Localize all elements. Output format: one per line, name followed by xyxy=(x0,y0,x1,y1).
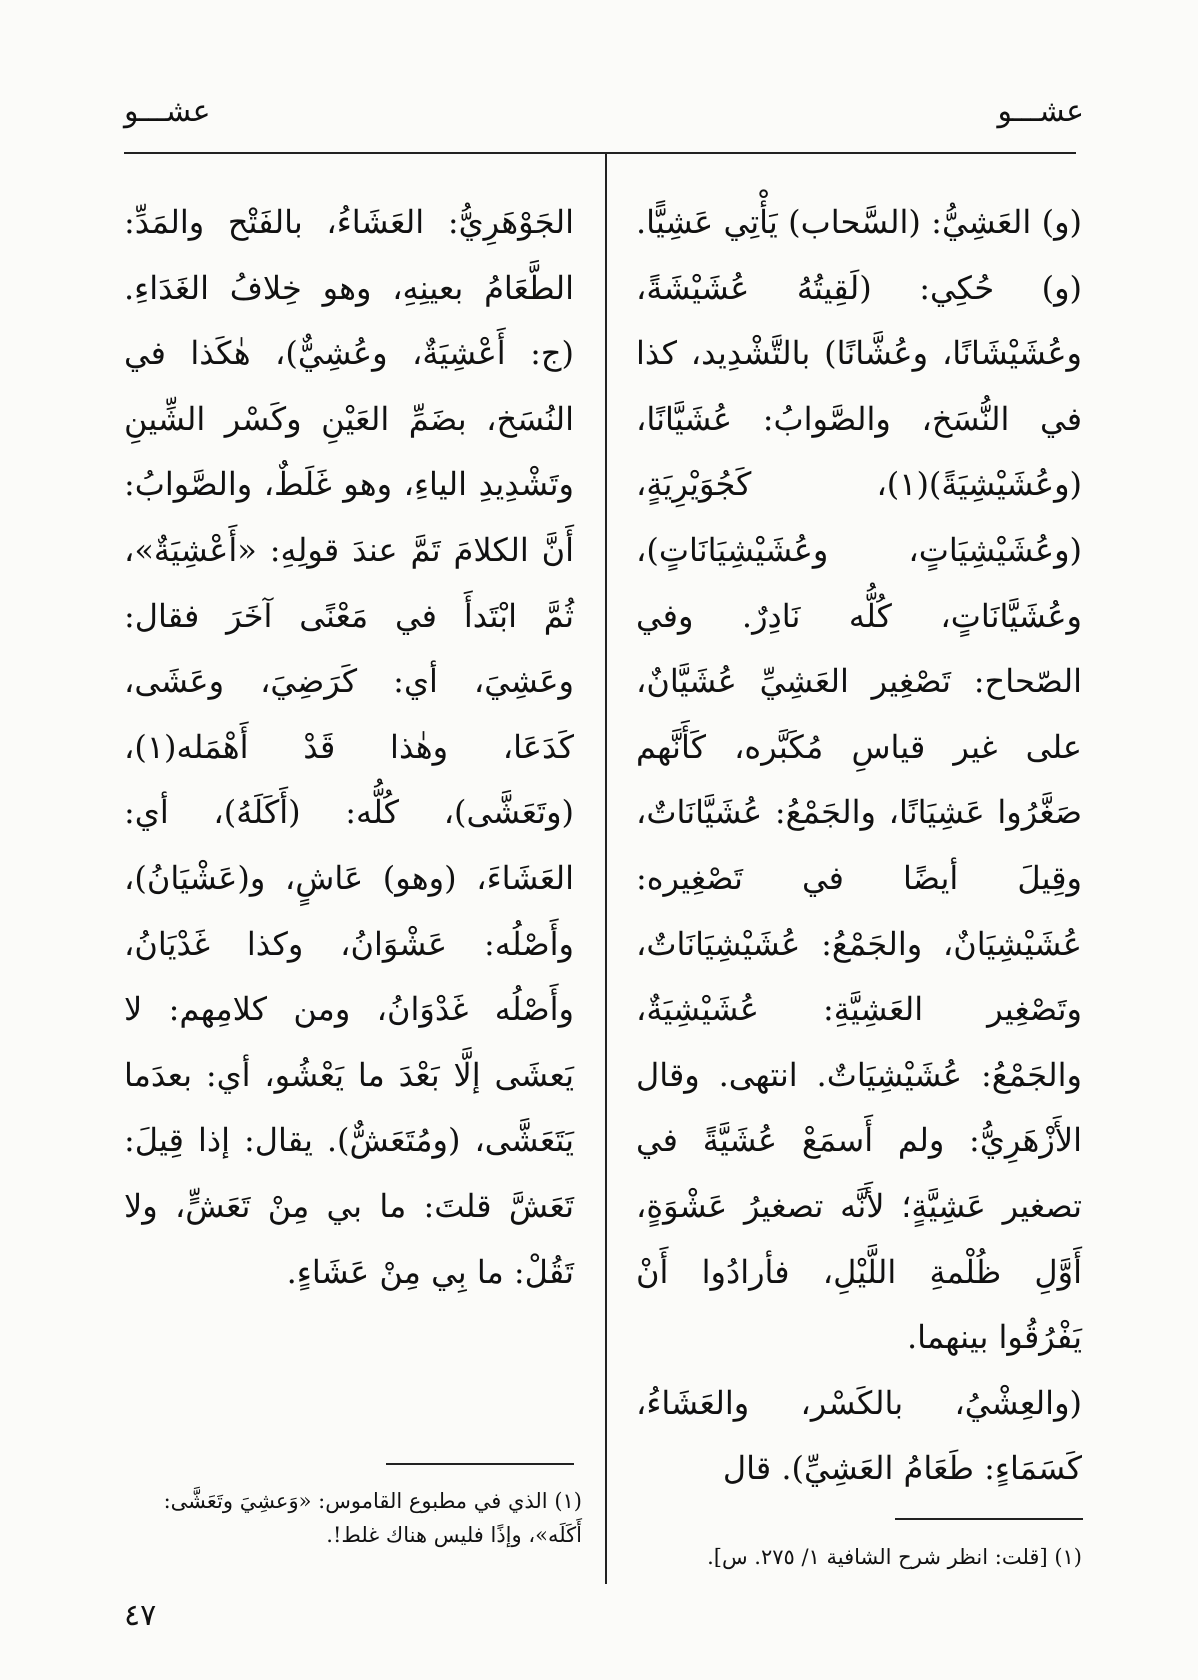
footnote-rule-right xyxy=(895,1518,1083,1520)
right-paragraph-1: (و) العَشِيُّ: (السَّحاب) يَأْتِي عَشِيًّا. (و) حُكِي: (لَقِيتُهُ عُشَيْشَةً، وعُشَيْشَانًا، وعُشَّانًا) بالتَّشْدِيد، كذا في النُّسَخ، والصَّوابُ: عُشَيَّانًا، (وعُشَيْشِيَةً)(١)، كَجُوَيْرِيَةٍ، (وعُشَيْشِيَاتٍ، وعُشَيْشِيَانَاتٍ)، وعُشَيَّانَاتٍ، كُلُّه نَادِرٌ. وفي الصّحاح: تَصْغِير العَشِيِّ عُشَيَّانٌ، على غير قياسِ مُكَبَّره، كَأَنَّهم صَغَّرُوا عَشِيَانًا، والجَمْعُ: عُشَيَّانَاتٌ، وقِيلَ أيضًا في تَصْغِيره: عُشَيْشِيَانٌ، والجَمْعُ: عُشَيْشِيَانَاتٌ، وتَصْغِير العَشِيَّةِ: عُشَيْشِيَةٌ، والجَمْعُ: عُشَيْشِيَاتٌ. انتهى. وقال الأَزْهَرِيُّ: ولم أَسمَعْ عُشَيَّةً في تصغير عَشِيَّةٍ؛ لأَنَّه تصغيرُ عَشْوَةٍ، أَوَّلِ ظُلْمةِ اللَّيْلِ، فأرادُوا أَنْ يَفْرُقُوا بينهما. xyxy=(636,203,1082,1357)
left-paragraph-1: الجَوْهَرِيُّ: العَشَاءُ، بالفَتْح والمَدِّ: الطَّعَامُ بعينِهِ، وهو خِلافُ الغَدَاءِ. (ج: أَعْشِيَةٌ، وعُشِيٌّ)، هٰكَذا في النُسَخ، بضَمِّ العَيْنِ وكَسْر الشِّينِ وتَشْدِيدِ الياءِ، وهو غَلَطٌ، والصَّوابُ: أَنَّ الكلامَ تَمَّ عندَ قولِهِ: «أَعْشِيَةٌ»، ثُمَّ ابْتَدأَ في مَعْنًى آخَرَ فقال: وعَشِيَ، أي: كَرَضِيَ، وعَشَى، كَدَعَا، وهٰذا قَدْ أَهْمَله(١)، (وتَعَشَّى)، كُلُّه: (أَكَلَهُ)، أي: العَشَاءَ، (وهو) عَاشٍ، و(عَشْيَانُ)، وأَصْلُه: عَشْوَانُ، وكذا غَدْيَانُ، وأَصْلُه غَدْوَانُ، ومن كلامِهم: لا يَعشَى إلَّا بَعْدَ ما يَعْشُو، أي: بعدَما يَتَعَشَّى، (ومُتَعَشٌّ). يقال: إذا قِيلَ: تَعَشَّ قلتَ: ما بي مِنْ تَعَشٍّ، ولا تَقُلْ: ما بِي مِنْ عَشَاءٍ. xyxy=(124,203,574,1291)
right-paragraph-2: (والعِشْيُ، بالكَسْر، والعَشَاءُ، كَسَمَاءٍ: طَعَامُ العَشِيِّ). قال xyxy=(636,1383,1082,1488)
running-header-left: عشـــو xyxy=(124,94,211,129)
footnote-left: (١) الذي في مطبوع القاموس: «وَعشِيَ وتَعَشَّى: أَكَلَه»، وإذًا فليس هناك غلط!. xyxy=(163,1489,582,1547)
column-divider xyxy=(605,154,607,1584)
header-rule xyxy=(124,152,1076,154)
left-column xyxy=(124,190,574,1305)
footnote-rule-left xyxy=(386,1463,574,1465)
page-number: ٤٧ xyxy=(124,1598,157,1633)
right-column xyxy=(636,190,1082,1502)
running-header-right: عشـــو xyxy=(997,94,1084,129)
footnote-right: (١) [قلت: انظر شرح الشافية ١/ ٢٧٥. س]. xyxy=(707,1545,1082,1569)
